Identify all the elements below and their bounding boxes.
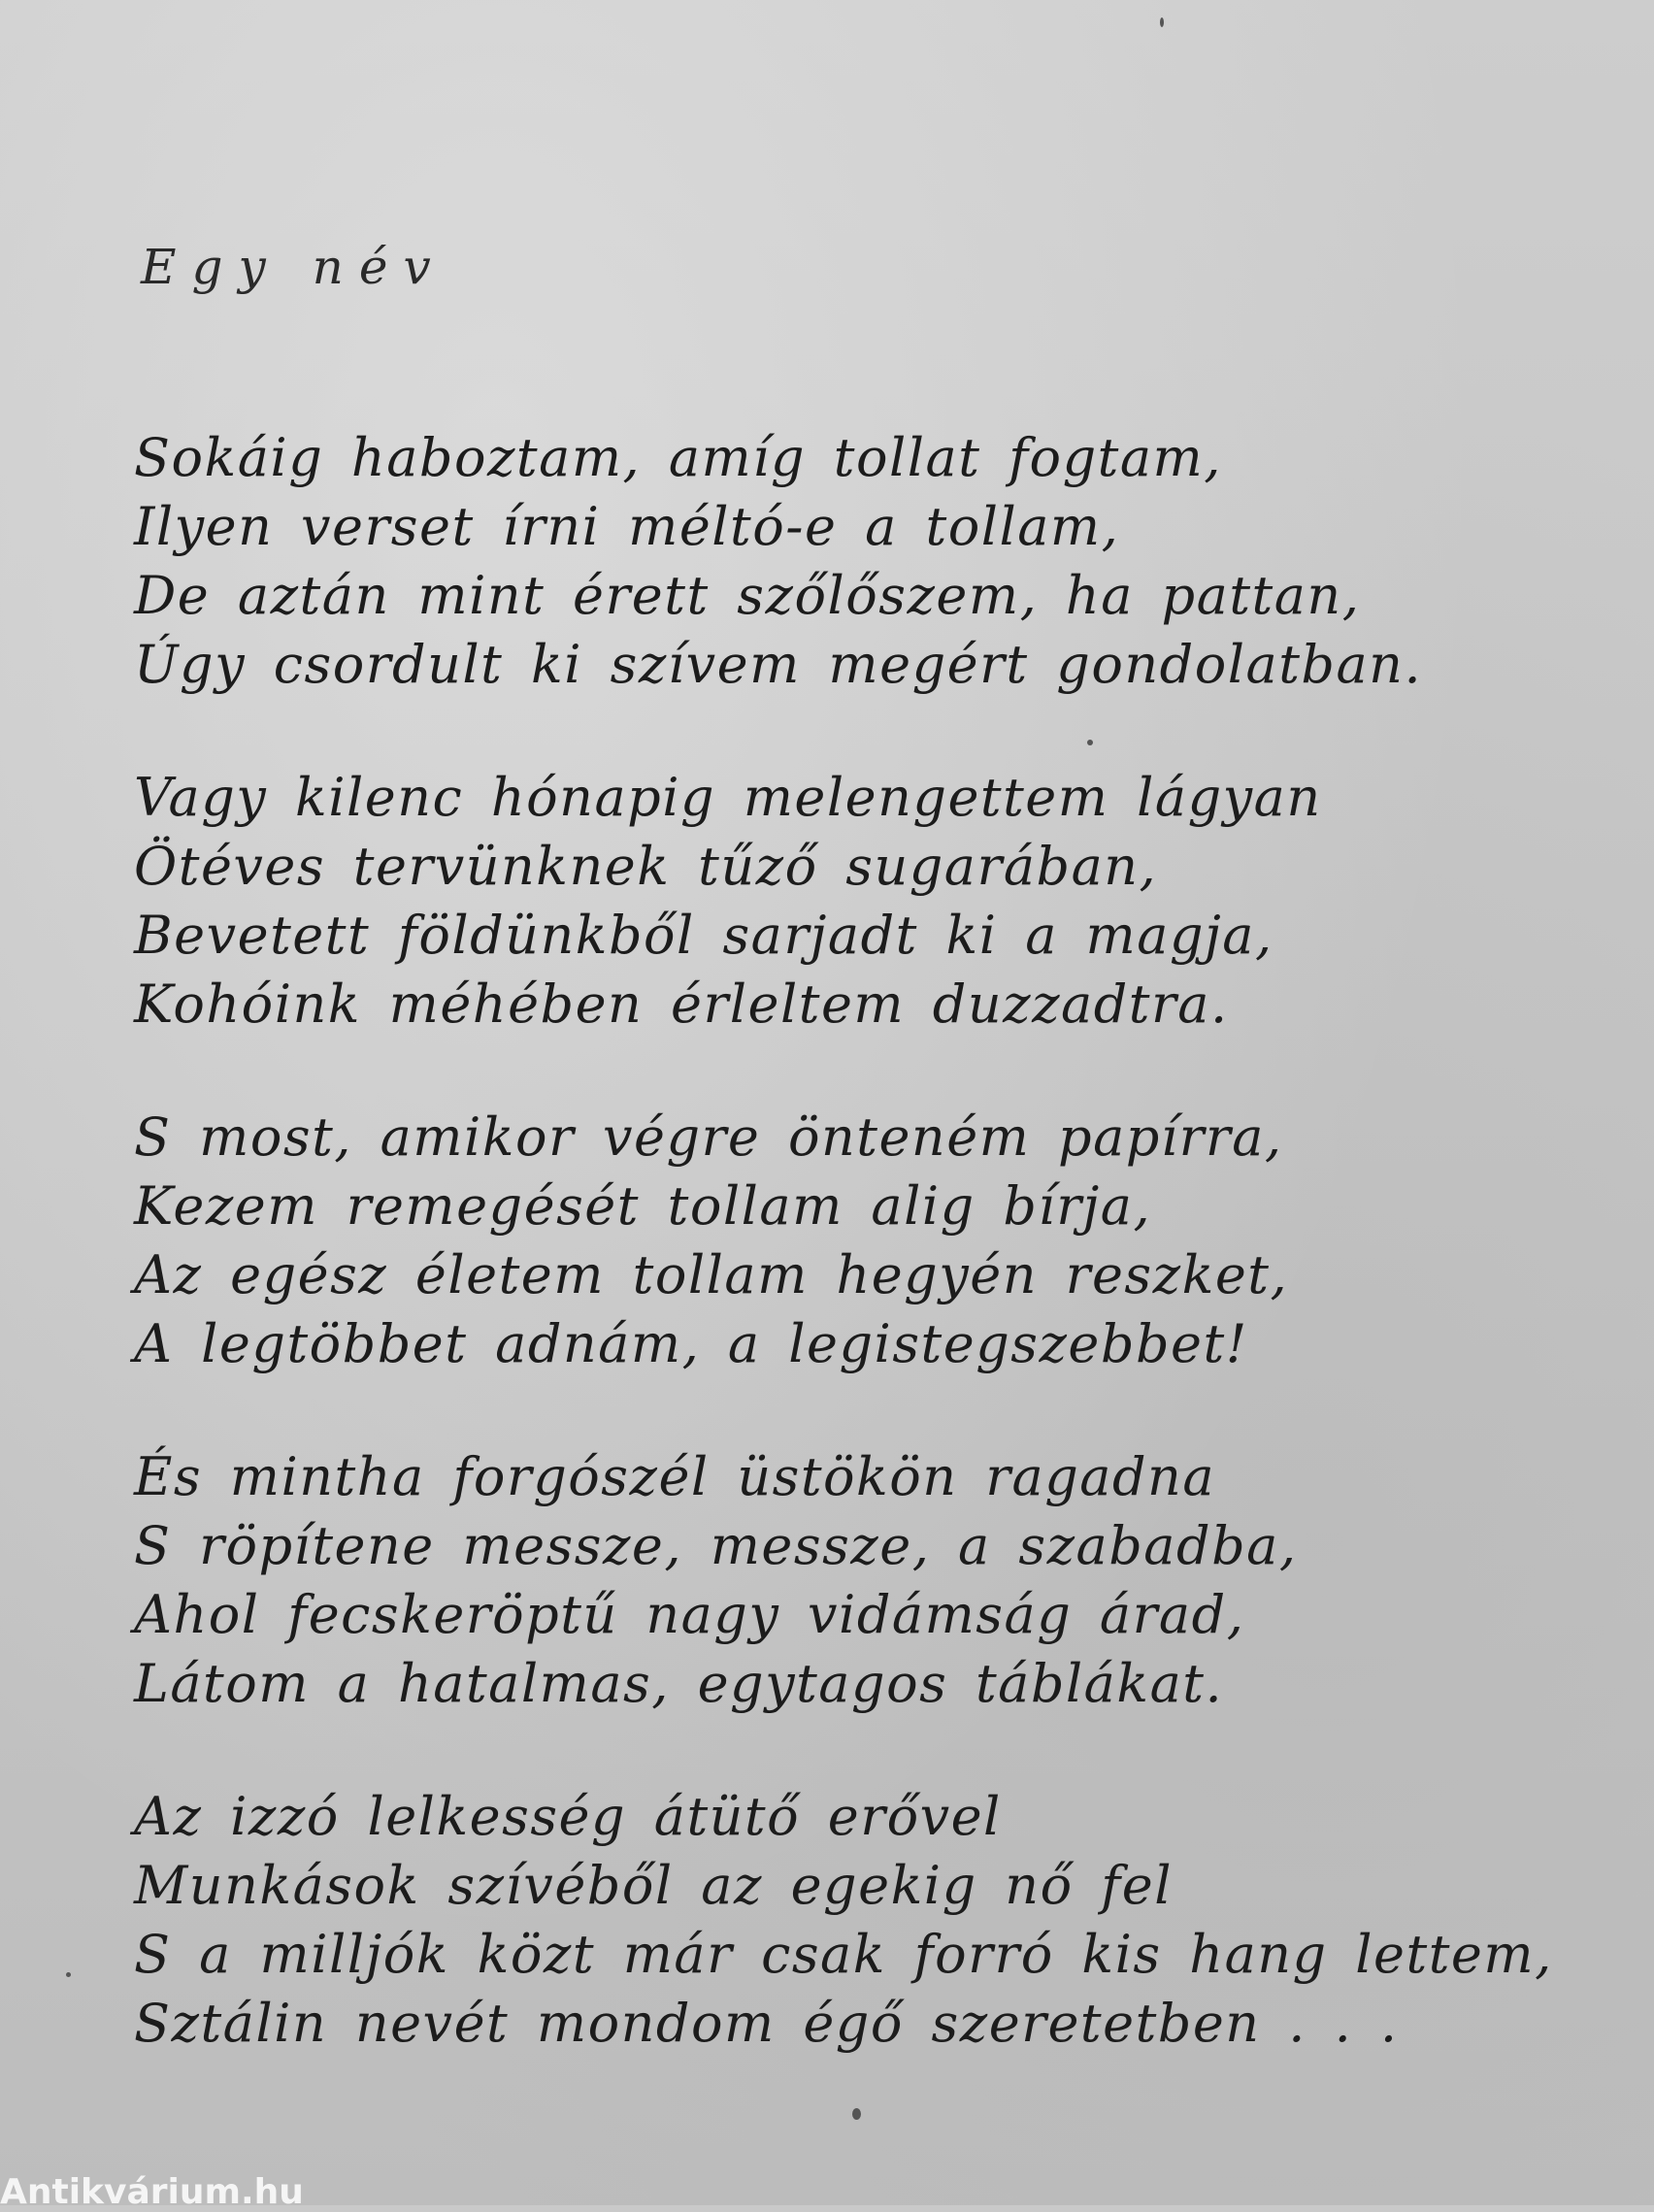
poem-line: Vagy kilenc hónapig melengettem lágyan [134, 767, 1322, 828]
poem-line: Az egész életem tollam hegyén reszket, [134, 1244, 1289, 1305]
poem-line: Látom a hatalmas, egytagos táblákat. [134, 1653, 1224, 1714]
paper-speck [1087, 740, 1093, 745]
poem-line: Az izzó lelkesség átütő erővel [134, 1786, 1002, 1847]
stanza [134, 763, 1532, 1039]
poem-line: Ahol fecskeröptű nagy vidámság árad, [134, 1584, 1245, 1645]
poem-line: S most, amikor végre önteném papírra, [134, 1106, 1283, 1168]
stanza [134, 1782, 1553, 2058]
poem-line: Ötéves tervünknek tűző sugarában, [134, 836, 1158, 897]
poem-title: Egy név [141, 239, 447, 295]
poem-line: S a milljók közt már csak forró kis hang lettem, [134, 1924, 1553, 1985]
poem-line: Munkások szívéből az egekig nő fel [134, 1855, 1173, 1916]
stanza [134, 423, 1532, 699]
poem-line: Kohóink méhében érleltem duzzadtra. [134, 974, 1229, 1035]
stanza [134, 1103, 1532, 1378]
poem-line: De aztán mint érett szőlőszem, ha pattan, [134, 565, 1361, 626]
paper-speck [1160, 17, 1164, 27]
poem-line: Kezem remegését tollam alig bírja, [134, 1175, 1152, 1237]
stanza [134, 1442, 1532, 1718]
poem-line: S röpítene messze, messze, a szabadba, [134, 1515, 1298, 1576]
poem-line: És mintha forgószél üstökön ragadna [134, 1446, 1216, 1507]
paper-speck [66, 1972, 71, 1977]
poem-line: Sokáig haboztam, amíg tollat fogtam, [134, 427, 1222, 488]
poem-body [134, 423, 1553, 2122]
poem-line: A legtöbbet adnám, a legistegszebbet! [134, 1313, 1248, 1374]
paper-speck [852, 2108, 861, 2120]
poem-line: Ilyen verset írni méltó-e a tollam, [134, 496, 1120, 557]
poem-line: Bevetett földünkből sarjadt ki a magja, [134, 905, 1274, 966]
poem-line: Sztálin nevét mondom égő szeretetben . . . [134, 1993, 1399, 2054]
poem-line: Úgy csordult ki szívem megért gondolatban. [134, 634, 1423, 695]
watermark: Antikvárium.hu [0, 2172, 304, 2212]
